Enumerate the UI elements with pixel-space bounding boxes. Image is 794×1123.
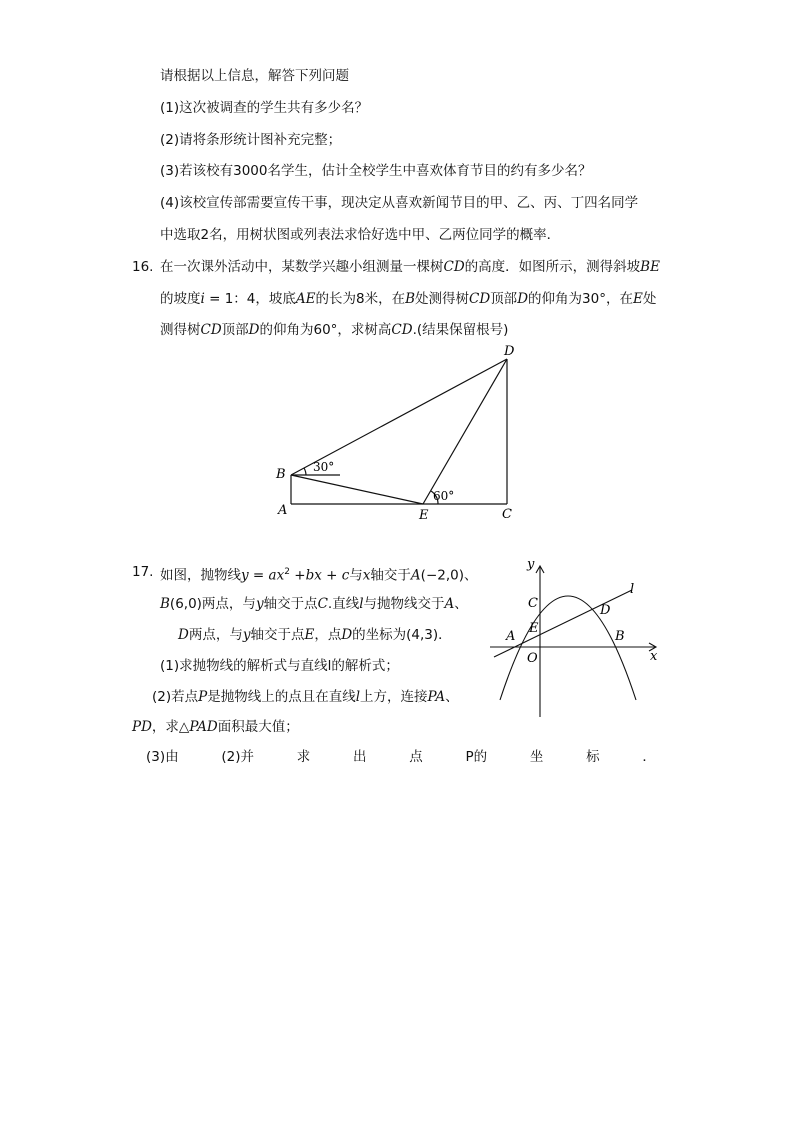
label-o: O [527,651,538,666]
label-b: B [615,629,625,644]
q15-part4-line1: (4)该校宣传部需要宣传干事，现决定从喜欢新闻节目的甲、乙、丙、丁四名同学 [160,195,639,211]
label-c: C [502,507,512,522]
label-d: D [600,603,611,618]
label-e: E [529,621,539,636]
angle-label-30: 30° [313,460,335,474]
q15-part3: (3)若该校有3000名学生，估计全校学生中喜欢体育节目的约有多少名？ [160,163,592,179]
label-c: C [528,596,538,611]
label-x-axis: x [650,649,658,664]
q15-part2: (2)请将条形统计图补充完整； [160,132,342,148]
q15-part4-line2: 中选取2名，用树状图或列表法求恰好选中甲、乙两位同学的概率． [160,227,561,243]
label-y-axis: y [527,557,535,572]
q15-part1: (1)这次被调查的学生共有多少名？ [160,100,369,116]
label-a: A [506,629,516,644]
q15-intro: 请根据以上信息，解答下列问题 [160,68,349,84]
label-line-l: l [630,582,635,597]
q17-line2: B(6,0)两点，与y轴交于点C.直线l与抛物线交于A、 [160,596,468,612]
q16-line3: 测得树CD顶部D的仰角为60°，求树高CD.(结果保留根号) [160,322,509,338]
q16-line2: 的坡度i = 1：4，坡底AE的长为8米，在B处测得树CD顶部D的仰角为30°，在E处 [160,291,657,307]
q16-line1: 在一次课外活动中，某数学兴趣小组测量一棵树CD的高度．如图所示，测得斜坡BE [160,259,660,275]
q16-number: 16. [132,259,154,275]
q17-part3: (3)由 (2)并 求 出 点 P的 坐 标 ． [146,749,656,765]
q17-line3: D两点，与y轴交于点E，点D的坐标为(4,3)． [178,627,452,643]
label-b: B [276,467,286,482]
label-a: A [278,503,288,518]
q17-part2-line1: (2)若点P是抛物线上的点且在直线l上方，连接PA、 [152,689,459,705]
q17-part1: (1)求抛物线的解析式与直线l的解析式； [160,658,399,674]
label-e: E [419,508,429,523]
q17-part2-line2: PD，求△PAD面积最大值； [132,719,299,735]
parabola [500,596,636,700]
angle-label-60: 60° [433,489,455,503]
q17-number: 17. [132,564,154,580]
label-d: D [504,344,515,359]
q17-line1: 如图，抛物线$y = ax^2 +bx + c$与x轴交于A(−2,0)、 [160,567,478,584]
